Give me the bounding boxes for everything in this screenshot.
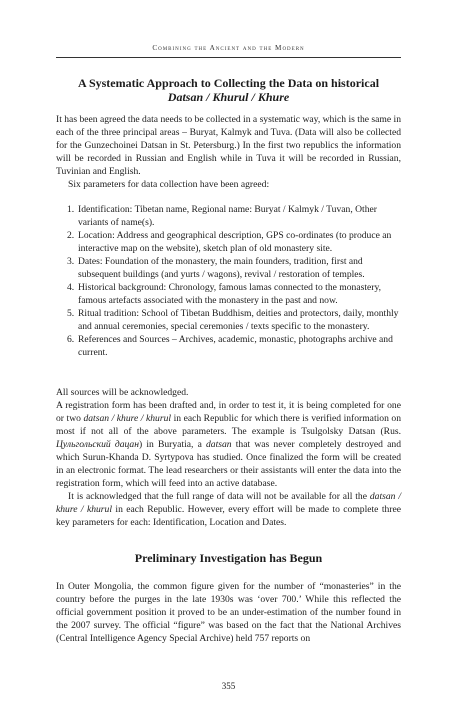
list-item — [56, 281, 401, 307]
section-1-body — [56, 113, 401, 191]
list-item-number: 2. — [67, 230, 75, 241]
range-paragraph: It is acknowledged that the full range of data will not be available for all the datsan / khure / khurul in each Republic. However, every effort will be made to complete three key parameters for each: Identification, Location and Dates. — [56, 491, 402, 528]
list-item-number: 5. — [67, 308, 75, 319]
list-item-text: Historical background: Chronology, famous lamas connected to the monastery, famous artefacts associated with the monastery in the past and now. — [78, 282, 382, 306]
page-number: 355 — [221, 681, 236, 691]
parameters-list — [56, 203, 401, 359]
header-rule — [56, 57, 401, 58]
section-title-preliminary-investigation: Preliminary Investigation has Begun — [134, 551, 323, 565]
outer-mongolia-paragraph: In Outer Mongolia, the common figure given for the number of “monasteries” in the country before the purges in the late 1930s was ‘over 700.’ While this reflected the official government position it proved to be an under-estimation of the number found in the 2007 survey. The official “figure” was based on the fact that the National Archives (Central Intelligence Agency Special Archive) held 757 reports on — [56, 581, 401, 644]
running-head: Combining the Ancient and the Modern — [152, 44, 305, 52]
acknowledged-line: All sources will be acknowledged. — [56, 387, 189, 398]
intro-paragraph: It has been agreed the data needs to be collected in a systematic way, which is the same in each of the three principal areas – Buryat, Kalmyk and Tuva. (Data will also be collected for the Gunzechoinei Datsan in St. Petersburg.) In the first two republics the information will be recorded in Russian and English while in Tuva it will be recorded in Russian, Tuvinian and English. — [56, 114, 401, 177]
list-item-number: 6. — [67, 334, 75, 345]
parameters-list-block — [56, 203, 401, 359]
list-item — [56, 307, 401, 333]
list-item-number: 4. — [67, 282, 75, 293]
section-title-systematic-approach — [56, 76, 401, 104]
list-item — [56, 255, 401, 281]
list-item-text: References and Sources – Archives, academic, monastic, photographs archive and current. — [78, 334, 393, 358]
section-1-continued — [56, 386, 401, 529]
list-item-text: Dates: Foundation of the monastery, the main founders, tradition, first and subsequent buildings (and yurts / wagons), revival / restoration of temples. — [78, 256, 365, 280]
list-item-text: Identification: Tibetan name, Regional name: Buryat / Kalmyk / Tuvan, Other variants of name(s). — [78, 204, 377, 228]
list-item — [56, 203, 401, 229]
list-item-text: Ritual tradition: School of Tibetan Buddhism, deities and protectors, daily, monthly and annual ceremonies, special ceremonies / texts specific to the monastery. — [78, 308, 399, 332]
list-item — [56, 229, 401, 255]
list-item-number: 1. — [67, 204, 75, 215]
list-item-text: Location: Address and geographical description, GPS co-ordinates (to produce an interactive map on the website), sketch plan of old monastery site. — [78, 230, 392, 254]
section-title-line-1: A Systematic Approach to Collecting the Data on historical — [77, 76, 380, 90]
registration-paragraph: A registration form has been drafted and, in order to test it, it is being completed for one or two datsan / khure / khurul in each Republic for which there is verified information on most if not all of the above parameters. The example is Tsulgolsky Datsan (Rus. Цульгольский дацан) in Buryatia, a datsan that was never completely destroyed and which Surun-Khanda D. Syrtypova has studied. Once finalized the form will be created in an electronic format. The lead researchers or their assistants will enter the data into the registration form, which will feed into an active database. — [56, 400, 401, 489]
list-item-number: 3. — [67, 256, 75, 267]
parameters-intro: Six parameters for data collection have been agreed: — [68, 179, 270, 190]
list-item — [56, 333, 401, 359]
section-title-line-2: Datsan / Khurul / Khure — [167, 90, 290, 104]
section-2-body — [56, 580, 401, 645]
